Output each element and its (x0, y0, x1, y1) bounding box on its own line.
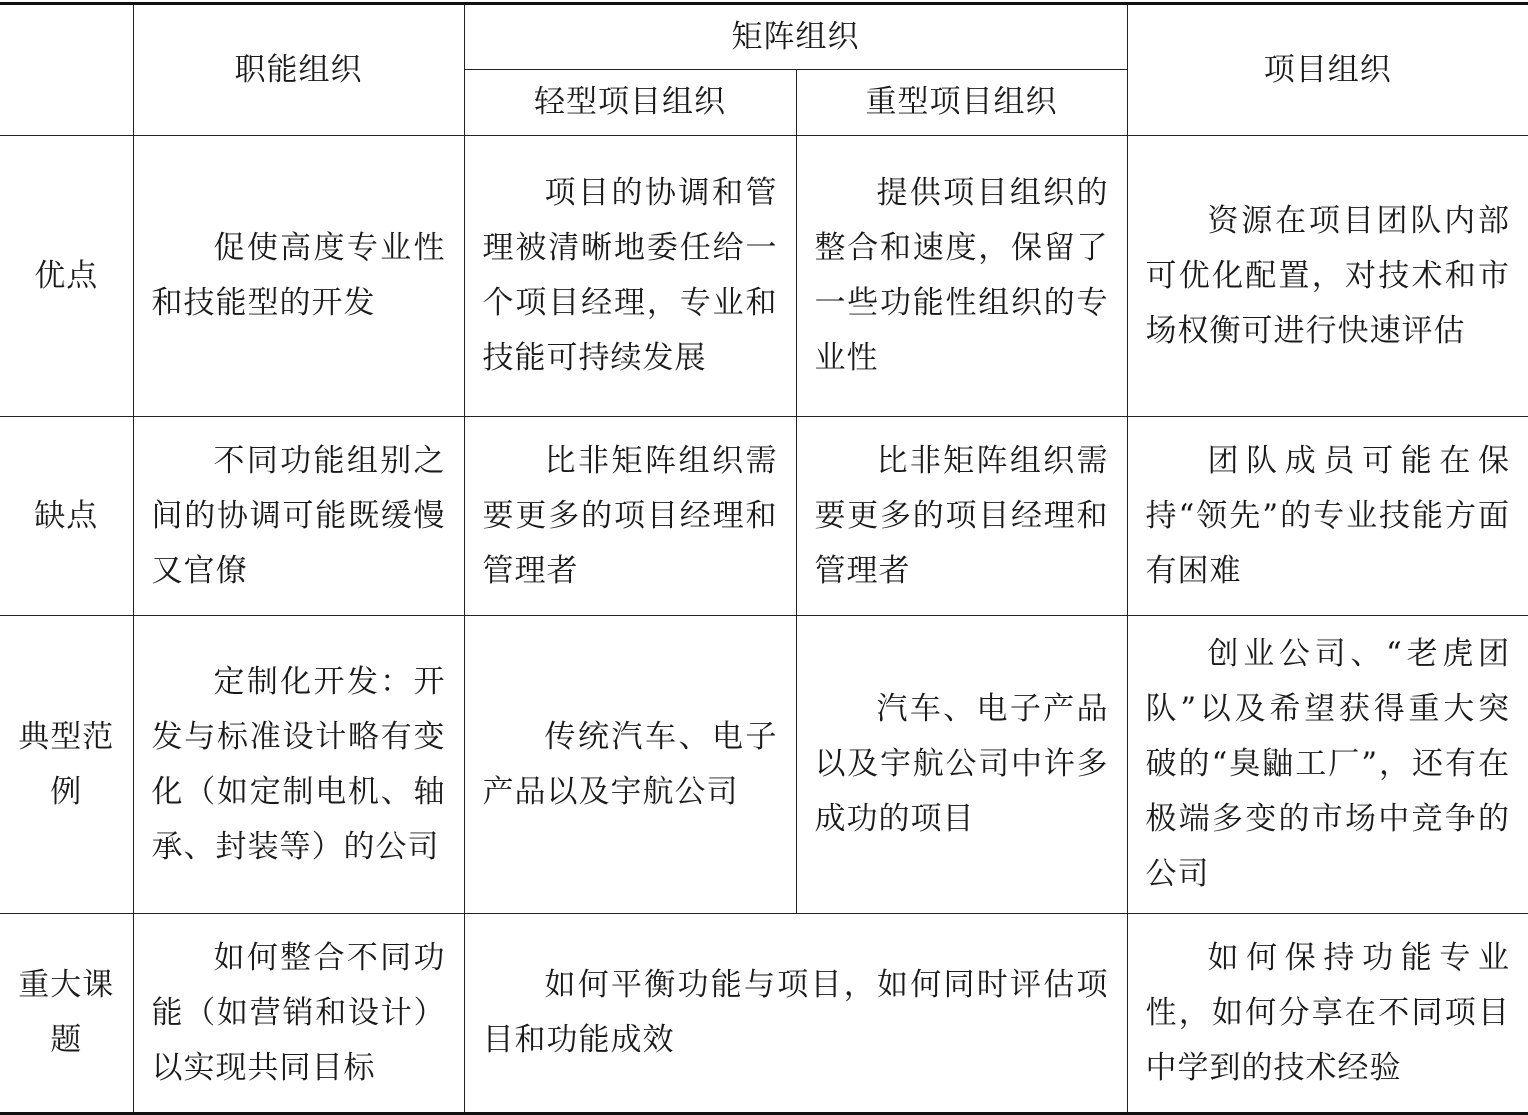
cell-heavy: 汽车、电子产品以及宇航公司中许多成功的项目 (796, 616, 1127, 914)
cell-light: 传统汽车、电子产品以及宇航公司 (464, 616, 796, 914)
cell-light: 项目的协调和管理被清晰地委任给一个项目经理，专业和技能可持续发展 (464, 136, 796, 417)
cell-matrix: 如何平衡功能与项目，如何同时评估项目和功能成效 (464, 914, 1127, 1114)
row-label: 典型范例 (0, 616, 133, 914)
cell-project: 如何保持功能专业性，如何分享在不同项目中学到的技术经验 (1127, 914, 1528, 1114)
row-label: 优点 (0, 136, 133, 417)
header-matrix: 矩阵组织 (464, 4, 1127, 70)
comparison-table (0, 2, 1528, 1115)
cell-functional: 促使高度专业性和技能型的开发 (133, 136, 464, 417)
cell-project: 团队成员可能在保持“领先”的专业技能方面有困难 (1127, 417, 1528, 616)
cell-light: 比非矩阵组织需要更多的项目经理和管理者 (464, 417, 796, 616)
row-label: 缺点 (0, 417, 133, 616)
table-row (0, 914, 1528, 1114)
cell-functional: 不同功能组别之间的协调可能既缓慢又官僚 (133, 417, 464, 616)
cell-functional: 如何整合不同功能（如营销和设计）以实现共同目标 (133, 914, 464, 1114)
header-row (0, 4, 1528, 70)
cell-project: 创业公司、“老虎团队”以及希望获得重大突破的“臭鼬工厂”，还有在极端多变的市场中竞争的公司 (1127, 616, 1528, 914)
cell-functional: 定制化开发：开发与标准设计略有变化（如定制电机、轴承、封装等）的公司 (133, 616, 464, 914)
cell-heavy: 提供项目组织的整合和速度，保留了一些功能性组织的专业性 (796, 136, 1127, 417)
table-row (0, 616, 1528, 914)
cell-heavy: 比非矩阵组织需要更多的项目经理和管理者 (796, 417, 1127, 616)
corner-cell (0, 4, 133, 136)
header-functional: 职能组织 (133, 4, 464, 136)
table-row (0, 417, 1528, 616)
header-light: 轻型项目组织 (464, 70, 796, 136)
header-heavy: 重型项目组织 (796, 70, 1127, 136)
header-project: 项目组织 (1127, 4, 1528, 136)
table-row (0, 136, 1528, 417)
cell-project: 资源在项目团队内部可优化配置，对技术和市场权衡可进行快速评估 (1127, 136, 1528, 417)
row-label: 重大课题 (0, 914, 133, 1114)
